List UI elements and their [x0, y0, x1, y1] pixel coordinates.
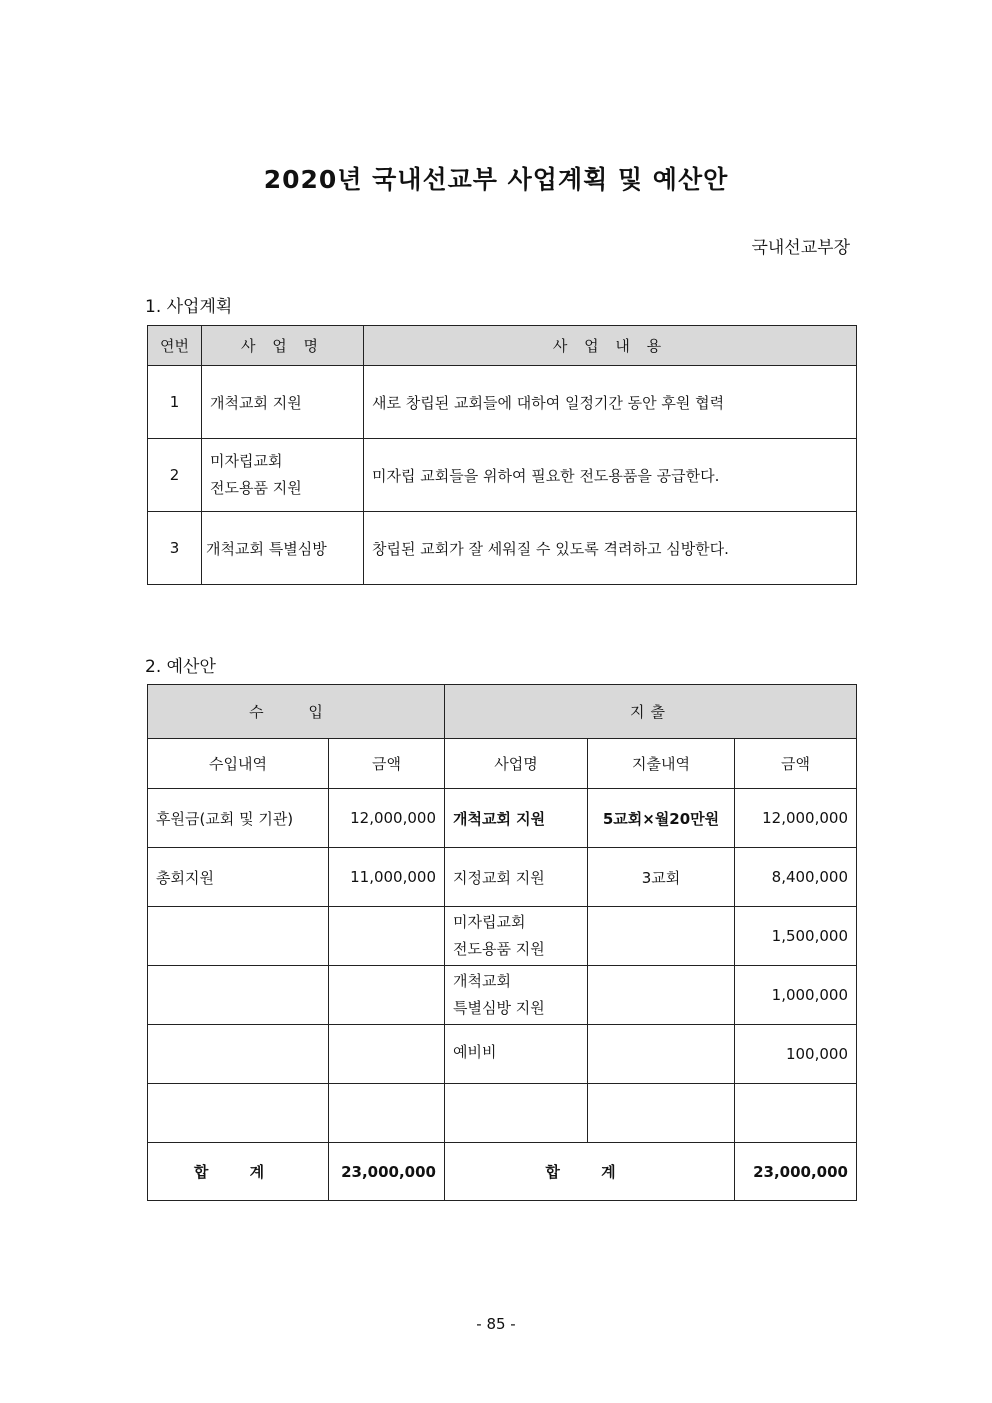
expense-header: 지출: [445, 685, 857, 739]
project-name: [445, 907, 588, 966]
header-income-item: 수입내역: [148, 739, 329, 789]
table-row: [148, 366, 857, 439]
document-title: 2020년 국내선교부 사업계획 및 예산안: [263, 165, 729, 194]
expense-amount: 1,000,000: [735, 966, 857, 1025]
income-amount: 12,000,000: [329, 789, 445, 848]
row-number: 2: [148, 439, 202, 512]
project-name-line-2: 전도용품 지원: [453, 940, 545, 958]
income-item: 후원금(교회 및 기관): [148, 789, 329, 848]
row-number: 3: [148, 512, 202, 585]
table-row: [148, 512, 857, 585]
table-row: [148, 848, 857, 907]
income-amount: 11,000,000: [329, 848, 445, 907]
expense-amount: 12,000,000: [735, 789, 857, 848]
header-project: 사업명: [445, 739, 588, 789]
table-row: [148, 789, 857, 848]
expense-detail: [588, 1025, 735, 1084]
section-heading-budget: 2. 예산안: [145, 657, 216, 677]
income-amount: [329, 1025, 445, 1084]
page-number: - 85 -: [476, 1315, 516, 1333]
expense-detail: [588, 966, 735, 1025]
header-expense-amount: 금액: [735, 739, 857, 789]
project-name: [445, 1084, 588, 1143]
expense-amount: 1,500,000: [735, 907, 857, 966]
table-header-row: [148, 326, 857, 366]
expense-amount: 100,000: [735, 1025, 857, 1084]
expense-total: 23,000,000: [735, 1143, 857, 1201]
project-content: 미자립 교회들을 위하여 필요한 전도용품을 공급한다.: [364, 439, 857, 512]
expense-detail: [588, 907, 735, 966]
table-row: [148, 1025, 857, 1084]
table-row: [148, 966, 857, 1025]
section-heading-plan: 1. 사업계획: [145, 297, 233, 317]
business-plan-table: [147, 325, 857, 585]
total-row: [148, 1143, 857, 1201]
table-row: [148, 439, 857, 512]
row-number: 1: [148, 366, 202, 439]
project-name-line-1: 미자립교회: [210, 452, 283, 470]
project-name-line-2: 전도용품 지원: [210, 479, 302, 497]
project-name: 개척교회 지원: [445, 789, 588, 848]
project-content: 새로 창립된 교회들에 대하여 일정기간 동안 후원 협력: [364, 366, 857, 439]
project-name: [202, 439, 364, 512]
project-name: [445, 966, 588, 1025]
income-item: [148, 966, 329, 1025]
header-project-content: 사 업 내 용: [364, 326, 857, 366]
income-item: [148, 907, 329, 966]
expense-amount: 8,400,000: [735, 848, 857, 907]
header-expense-detail: 지출내역: [588, 739, 735, 789]
project-name-line-2: 특별심방 지원: [453, 999, 545, 1017]
budget-column-header-row: [148, 739, 857, 789]
income-total-label: 합 계: [148, 1143, 329, 1201]
expense-amount: [735, 1084, 857, 1143]
income-amount: [329, 1084, 445, 1143]
expense-detail: 3교회: [588, 848, 735, 907]
project-name: 지정교회 지원: [445, 848, 588, 907]
header-number: 연번: [148, 326, 202, 366]
income-amount: [329, 966, 445, 1025]
department-name: 국내선교부장: [751, 238, 850, 258]
project-name-line-1: 미자립교회: [453, 913, 526, 931]
project-name: 개척교회 지원: [202, 366, 364, 439]
income-header: 수 입: [148, 685, 445, 739]
income-item: [148, 1025, 329, 1084]
header-project-name: 사 업 명: [202, 326, 364, 366]
project-name-line-1: 개척교회: [453, 972, 511, 990]
project-name: 예비비: [445, 1025, 588, 1084]
header-income-amount: 금액: [329, 739, 445, 789]
income-total: 23,000,000: [329, 1143, 445, 1201]
project-name: 개척교회 특별심방: [202, 512, 364, 585]
expense-total-label: 합 계: [445, 1143, 735, 1201]
income-item: [148, 1084, 329, 1143]
table-row: [148, 1084, 857, 1143]
budget-table: [147, 684, 857, 1201]
expense-detail: [588, 1084, 735, 1143]
expense-detail: 5교회×월20만원: [588, 789, 735, 848]
income-amount: [329, 907, 445, 966]
table-row: [148, 907, 857, 966]
project-content: 창립된 교회가 잘 세워질 수 있도록 격려하고 심방한다.: [364, 512, 857, 585]
income-item: 총회지원: [148, 848, 329, 907]
budget-group-header-row: [148, 685, 857, 739]
